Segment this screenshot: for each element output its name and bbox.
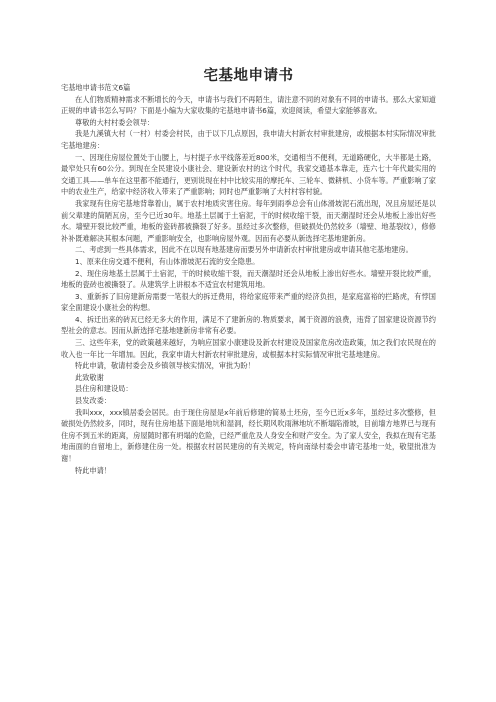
paragraph-reason-1: 一、因现住房屋位置处于山腰上，与村提子水平线落差近800米，交通相当不便利，无道路硬化，大半都是土路，最窄处只有60公分。到现在全民建设小康社会、建设新农村的这个时代，我家交通基本靠走，连六七十年代最实用的交通工具——单车在这里都不能通行，更别说现在村中比较实用的摩托车、三轮车、微耕机、小货车等。严重影响了家中的农业生产，给家中经济收入带来了严重影响；同时也严重影响了大村村容村貌。 (61, 152, 436, 197)
paragraph-salutation: 尊敬的大村村委会领导： (75, 117, 155, 127)
paragraph-subtitle: 宅基地申请书范文6篇 (61, 83, 131, 92)
paragraph-opening: 我是九溪镇大村（一村）村委会村民，由于以下几点原因，我申请大村新农村审批建房，或根据本村实际情况审批宅基地建房： (61, 129, 436, 150)
page-title: 宅基地申请书 (203, 68, 294, 84)
list-item-2: 2、现住房地基土层属于土宿泥，干的时候收缩干裂，而天潮湿时还会从地板上渗出好些水。墙壁开裂比较严重，地板的瓷砖也被撕裂了。从建筑学上讲根本不适宜农村建筑用地。 (61, 268, 436, 290)
paragraph-reason-2: 二、考虑到一些具体需求，因此不在以现有地基建房而要另外申请新农村审批建房或申请其他宅基地建房。 (75, 245, 413, 255)
paragraph-closing: 此致敬谢 (75, 372, 104, 382)
paragraph-recipient-1: 县住房和建设局： (75, 384, 133, 394)
paragraph-recipient-2: 县发改委： (75, 396, 111, 406)
list-item-4: 4、拆迁出来的砖瓦已经无多大的作用，满足不了建新房的.物质要求，属于资源的浪费，违背了国家建设资源节约型社会的意志。因而从新选择宅基地建新房非常有必要。 (61, 314, 436, 336)
paragraph-reason-3: 三、这些年来，党的政策越来越好，为响应国家小康建设及新农村建设及国家危房改造政策，加之我们农民现在的收入也一年比一年增加。因此，我家申请大村新农村审批建房，或根据本村实际情况审批宅基地建房。 (61, 338, 436, 359)
paragraph-request: 特此申请，敬请村委会及乡镇领导核实情况，审批为盼！ (75, 361, 255, 371)
paragraph-second-letter: 我叫xxx，xxx镇居委会居民。由于现住房屋是x年前后修建的简易土坯房，至今已近x多年，虽经过多次整修，但破损处仍然较多，同时，现有住房地基下面是地坑和湿洞，经长期风吹雨淋地坑不断塌陷滑坡，目前墙方地界已与现有住房不到五米的距离，房屋随时都有坍塌的危险，已经严重危及人身安全和财产安全。为了家人安全，我拟在现有宅基地南面的自留地上，新修建住房一处。根据农村居民建房的有关规定，特向南绿村委会申请宅基地一处，敬望批准为谢！ (61, 407, 436, 463)
paragraph-intro: 在人们物质精神需求不断增长的今天，申请书与我们不再陌生，请注意不同的对象有不同的申请书。那么大家知道正规的申请书怎么写吗？下面是小编为大家收集的宅基地申请书6篇，欢迎阅读，希望大家能够喜欢。 (61, 94, 436, 116)
document-body (61, 82, 436, 476)
list-item-3: 3、重新拆了旧房建新房需要一笔很大的拆迁费用，将给家庭带来严重的经济负担，是家庭富裕的拦路虎，有悖国家全面建设小康社会的构想。 (61, 291, 436, 313)
paragraph-reason-geology: 我家现有住房宅基地背靠着山，属于农村地质灾害住房。每年到雨季总会有山体滑坡泥石流出现，况且房屋还是以前父辈建的简陋瓦房，至今已近30年。地基土层属于土宿泥，干的时候收缩干裂，而天潮湿时还会从地板上渗出好些水。墙壁开裂比较严重，地板的瓷砖都被撕裂了好多。虽经过多次整修，但破损处仍然较多（墙壁、地基裂纹），修修补补既难解决其根本问题，严重影响安全，也影响房屋外观。因而有必要从新选择宅基地建新房。 (61, 198, 436, 243)
paragraph-final: 特此申请！ (75, 465, 111, 475)
list-item-1: 1、原来住房交通不便利，有山体滑坡泥石流的安全隐患。 (75, 256, 260, 266)
